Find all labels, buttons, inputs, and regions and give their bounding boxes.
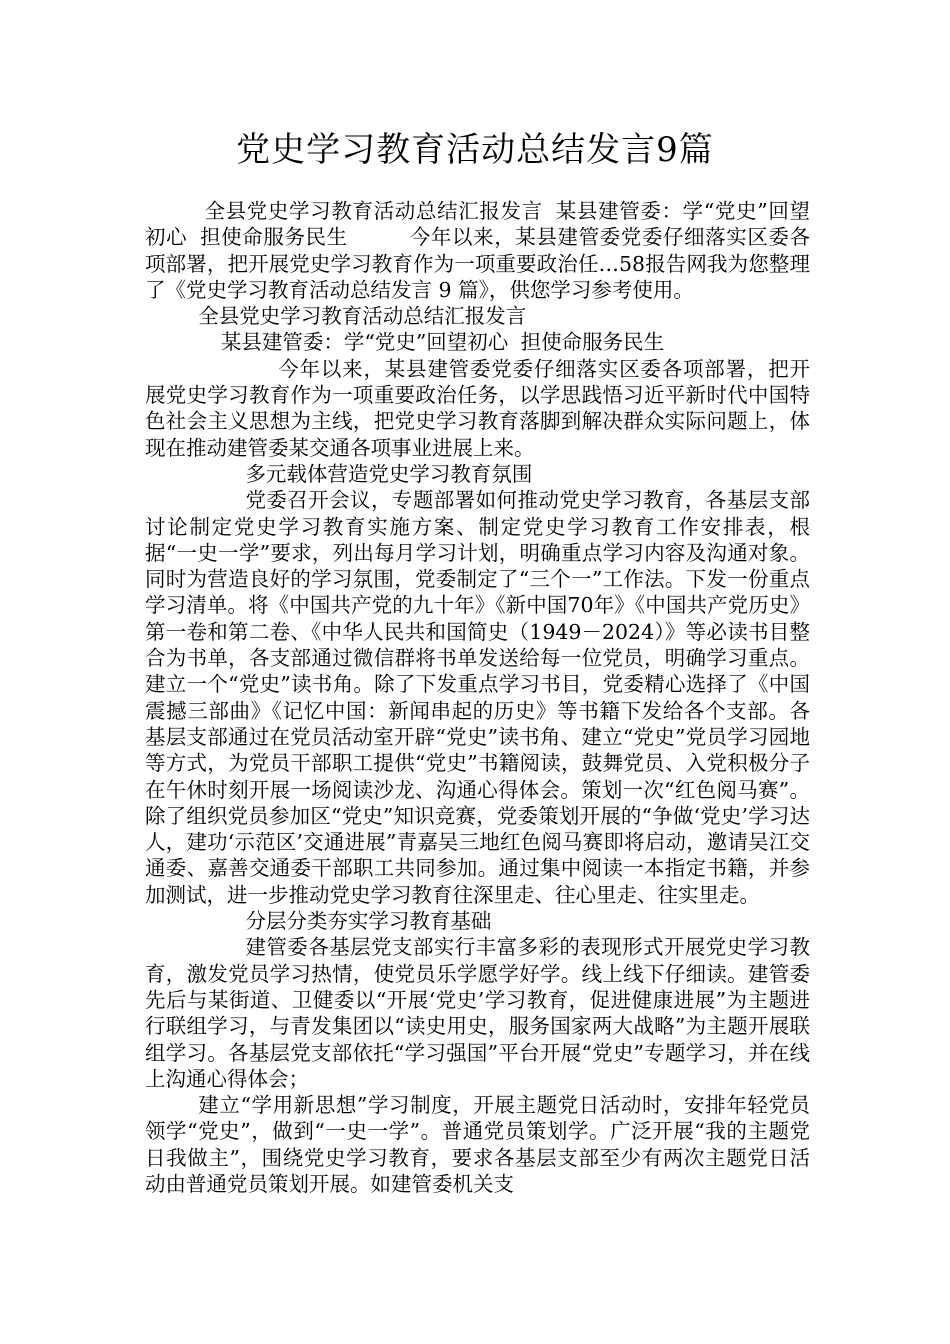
heading-main: 全县党史学习教育活动总结汇报发言 [198, 304, 527, 329]
document-title: 党史学习教育活动总结发言9篇 [236, 130, 714, 170]
intro-subtitle-a: 某县建管委：学“党史”回望初心 [145, 199, 810, 250]
intro-subtitle-b: 担使命服务民生 [199, 225, 348, 250]
heading-sub [145, 329, 810, 355]
section-heading-1: 多元载体营造党史学习教育氛围 [245, 461, 533, 486]
heading-sub-b: 担使命服务民生 [520, 330, 665, 355]
document-body [145, 198, 810, 1197]
section-heading-2: 分层分类夯实学习教育基础 [245, 909, 492, 934]
intro-summary: 今年以来，某县建管委党委仔细落实区委各项部署，把开展党史学习教育作为一项重要政治任…58报告网我为您整理了《党史学习教育活动总结发言 9 篇》，供您学习参考使用。 [145, 225, 811, 302]
paragraph-section-1: 党委召开会议，专题部署如何推动党史学习教育，各基层支部讨论制定党史学习教育实施方案、制定党史学习教育工作安排表，根据“一史一学”要求，列出每月学习计划，明确重点学习内容及沟通对象。同时为营造良好的学习氛围，党委制定了“三个一”工作法。下发一份重点学习清单。将《中国共产党的九十年》《新中国70年》《中国共产党历史》第一卷和第二卷、《中华人民共和国简史（1949－2024）》等必读书目整合为书单，各支部通过微信群将书单发送给每一位党员，明确学习重点。建立一个“党史”读书角。除了下发重点学习书目，党委精心选择了《中国震撼三部曲》《记忆中国：新闻串起的历史》等书籍下发给各个支部。各基层支部通过在党员活动室开辟“党史”读书角、建立“党史”党员学习园地等方式，为党员干部职工提供“党史”书籍阅读，鼓舞党员、入党积极分子在午休时刻开展一场阅读沙龙、沟通心得体会。策划一次“红色阅马赛”。除了组织党员参加区“党史”知识竞赛，党委策划开展的“争做‘党史’学习达人，建功‘示范区’交通进展”青嘉吴三地红色阅马赛即将启动，邀请吴江交通委、嘉善交通委干部职工共同参加。通过集中阅读一本指定书籍，并参加测试，进一步推动党史学习教育往深里走、往心里走、往实里走。 [145, 488, 810, 907]
paragraph-section-2: 建管委各基层党支部实行丰富多彩的表现形式开展党史学习教育，激发党员学习热情，使党员乐学愿学好学。线上线下仔细读。建管委先后与某街道、卫健委以“开展‘党史’学习教育，促进健康进展”为主题进行联组学习，与青发集团以“读史用史，服务国家两大战略”为主题开展联组学习。各基层党支部依托“学习强国”平台开展“党史”专题学习，并在线上沟通心得体会； [145, 935, 810, 1091]
paragraph-opening: 今年以来，某县建管委党委仔细落实区委各项部署，把开展党史学习教育作为一项重要政治任务，以学思践悟习近平新时代中国特色社会主义思想为主线，把党史学习教育落脚到解决群众实际问题上，体现在推动建管委某交通各项事业进展上来。 [145, 356, 810, 460]
intro-title: 全县党史学习教育活动总结汇报发言 [204, 199, 543, 223]
intro-paragraph [145, 198, 810, 303]
paragraph-section-2b: 建立“学用新思想”学习制度，开展主题党日活动时，安排年轻党员领学“党史”，做到“一史一学”。普通党员策划学。广泛开展“我的主题党日我做主”，围绕党史学习教育，要求各基层支部至少有两次主题党日活动由普通党员策划开展。如建管委机关支 [145, 1093, 810, 1196]
heading-sub-a: 某县建管委：学“党史”回望初心 [220, 330, 509, 355]
